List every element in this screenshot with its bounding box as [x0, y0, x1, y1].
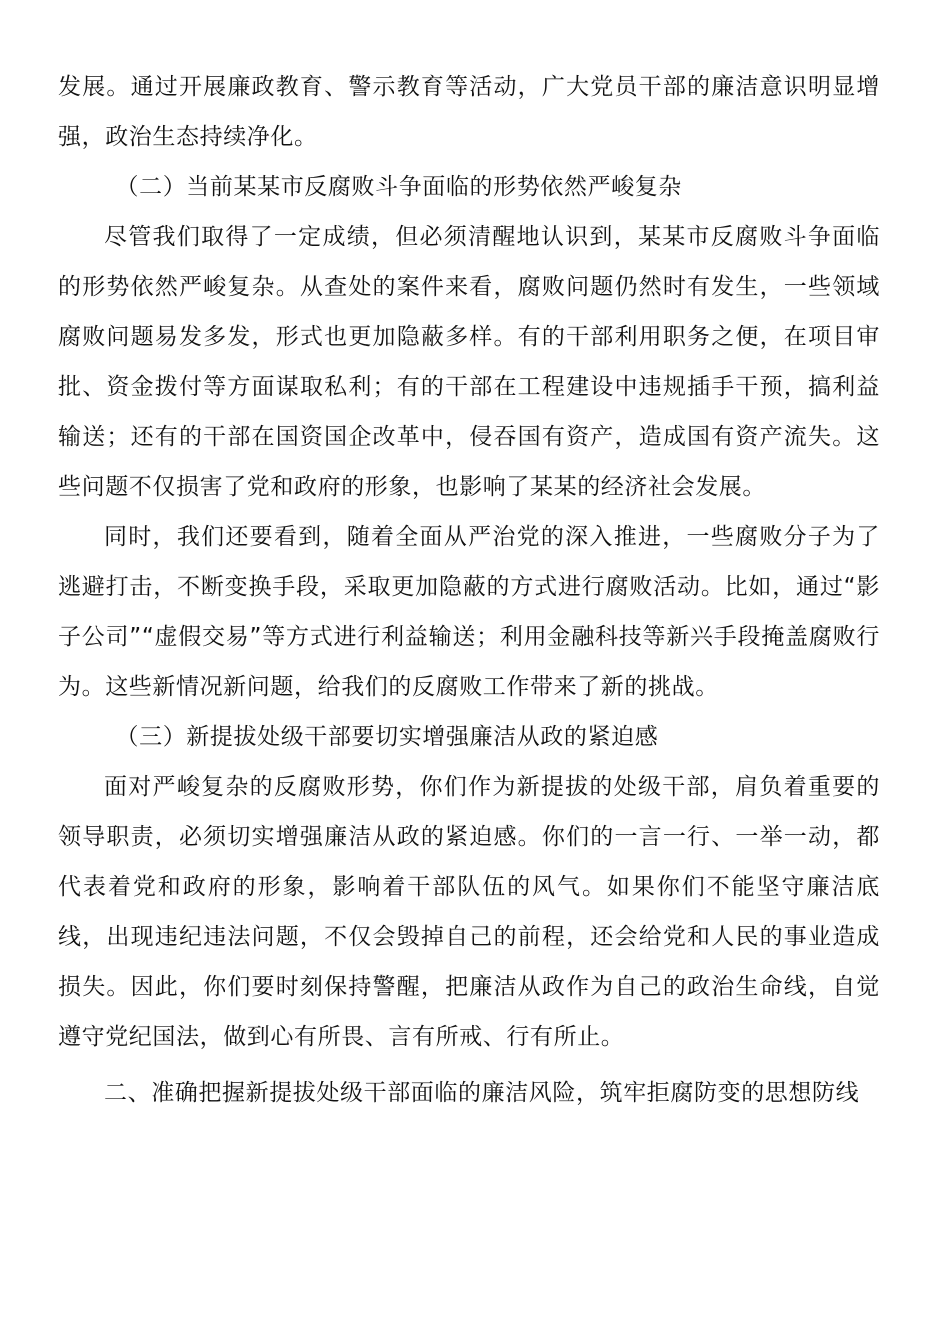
paragraph-continuation: 发展。通过开展廉政教育、警示教育等活动，广大党员干部的廉洁意识明显增强，政治生态持续净化。: [58, 74, 880, 150]
paragraph-urgency: 面对严峻复杂的反腐败形势，你们作为新提拔的处级干部，肩负着重要的领导职责，必须切实增强廉洁从政的紧迫感。你们的一言一行、一举一动，都代表着党和政府的形象，影响着干部队伍的风气。如果你们不能坚守廉洁底线，出现违纪违法问题，不仅会毁掉自己的前程，还会给党和人民的事业造成损失。因此，你们要时刻保持警醒，把廉洁从政作为自己的政治生命线，自觉遵守党纪国法，做到心有所畏、言有所戒、行有所止。: [58, 774, 880, 1050]
document-page: [58, 62, 880, 1118]
section-heading-two: 二、准确把握新提拔处级干部面临的廉洁风险，筑牢拒腐防变的思想防线: [104, 1080, 860, 1106]
paragraph-new-challenges: 同时，我们还要看到，随着全面从严治党的深入推进，一些腐败分子为了逃避打击，不断变换手段，采取更加隐蔽的方式进行腐败活动。比如，通过“影子公司”“虚假交易”等方式进行利益输送；利用金融科技等新兴手段掩盖腐败行为。这些新情况新问题，给我们的反腐败工作带来了新的挑战。: [58, 524, 880, 700]
subheading-three: （三）新提拔处级干部要切实增强廉洁从政的紧迫感: [115, 724, 659, 750]
subheading-two: （二）当前某某市反腐败斗争面临的形势依然严峻复杂: [115, 174, 682, 200]
paragraph-situation: 尽管我们取得了一定成绩，但必须清醒地认识到，某某市反腐败斗争面临的形势依然严峻复杂。从查处的案件来看，腐败问题仍然时有发生，一些领域腐败问题易发多发，形式也更加隐蔽多样。有的干部利用职务之便，在项目审批、资金拨付等方面谋取私利；有的干部在工程建设中违规插手干预，搞利益输送；还有的干部在国资国企改革中，侵吞国有资产，造成国有资产流失。这些问题不仅损害了党和政府的形象，也影响了某某的经济社会发展。: [58, 224, 880, 500]
